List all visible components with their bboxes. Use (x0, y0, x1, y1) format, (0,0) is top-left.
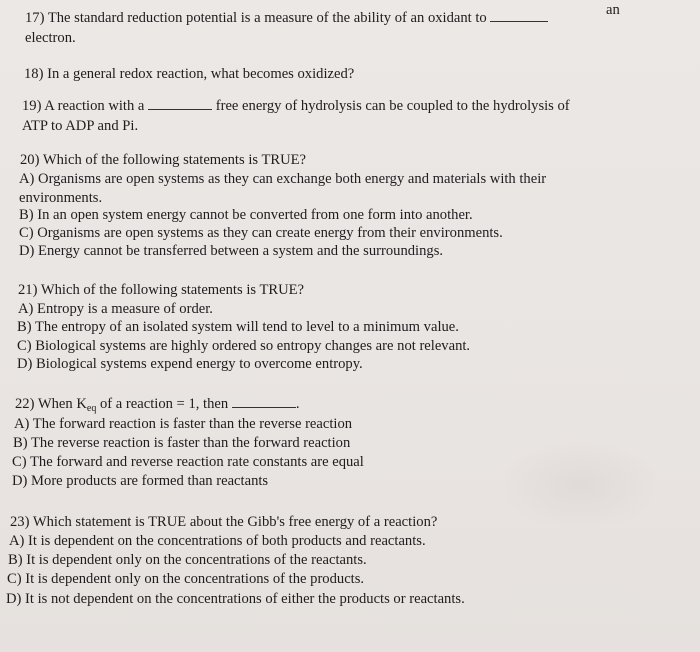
q17-blank (490, 9, 548, 22)
q20-option-a-cont: environments. (19, 190, 103, 206)
q23-option-b: B) It is dependent only on the concentrations of the reactants. (8, 552, 367, 568)
q21-stem: 21) Which of the following statements is TRUE? (18, 282, 305, 298)
q18-line1: 18) In a general redox reaction, what becomes oxidized? (24, 66, 355, 82)
q22-option-c: C) The forward and reverse reaction rate constants are equal (12, 454, 364, 470)
q20-option-c: C) Organisms are open systems as they can create energy from their environments. (19, 225, 503, 241)
q20-option-b: B) In an open system energy cannot be converted from one form into another. (19, 207, 473, 223)
q23-option-a: A) It is dependent on the concentrations of both products and reactants. (9, 533, 426, 549)
q17-line1-end: an (606, 2, 620, 18)
q23-option-d: D) It is not dependent on the concentrations of either the products or reactants. (6, 591, 465, 607)
q19-line1: 19) A reaction with a free energy of hydrolysis can be coupled to the hydrolysis of (22, 98, 570, 114)
q21-option-d: D) Biological systems expend energy to overcome entropy. (17, 356, 363, 372)
q21-option-c: C) Biological systems are highly ordered so entropy changes are not relevant. (17, 338, 471, 354)
q22-stem: 22) When $K_{eq}$ of a reaction = 1, then . (15, 396, 300, 414)
q21-option-b: B) The entropy of an isolated system will tend to level to a minimum value. (17, 319, 459, 335)
q17-line2: electron. (25, 30, 76, 46)
q20-option-d: D) Energy cannot be transferred between a system and the surroundings. (19, 243, 444, 259)
q17-line1: 17) The standard reduction potential is a measure of the ability of an oxidant to (25, 9, 548, 27)
q23-stem: 23) Which statement is TRUE about the Gibb's free energy of a reaction? (10, 514, 438, 530)
q22-blank (232, 395, 296, 408)
q19-blank (148, 97, 212, 110)
q22-option-d: D) More products are formed than reactants (12, 473, 269, 489)
q19-line2: ATP to ADP and Pi. (22, 118, 139, 134)
q20-stem: 20) Which of the following statements is TRUE? (20, 152, 307, 168)
q21-option-a: A) Entropy is a measure of order. (18, 301, 213, 317)
q23-option-c: C) It is dependent only on the concentrations of the products. (7, 571, 365, 587)
q22-option-a: A) The forward reaction is faster than the reverse reaction (14, 416, 353, 432)
paper-stain (500, 440, 660, 530)
q20-option-a: A) Organisms are open systems as they can exchange both energy and materials with their (19, 171, 547, 187)
q22-option-b: B) The reverse reaction is faster than the forward reaction (13, 435, 351, 451)
